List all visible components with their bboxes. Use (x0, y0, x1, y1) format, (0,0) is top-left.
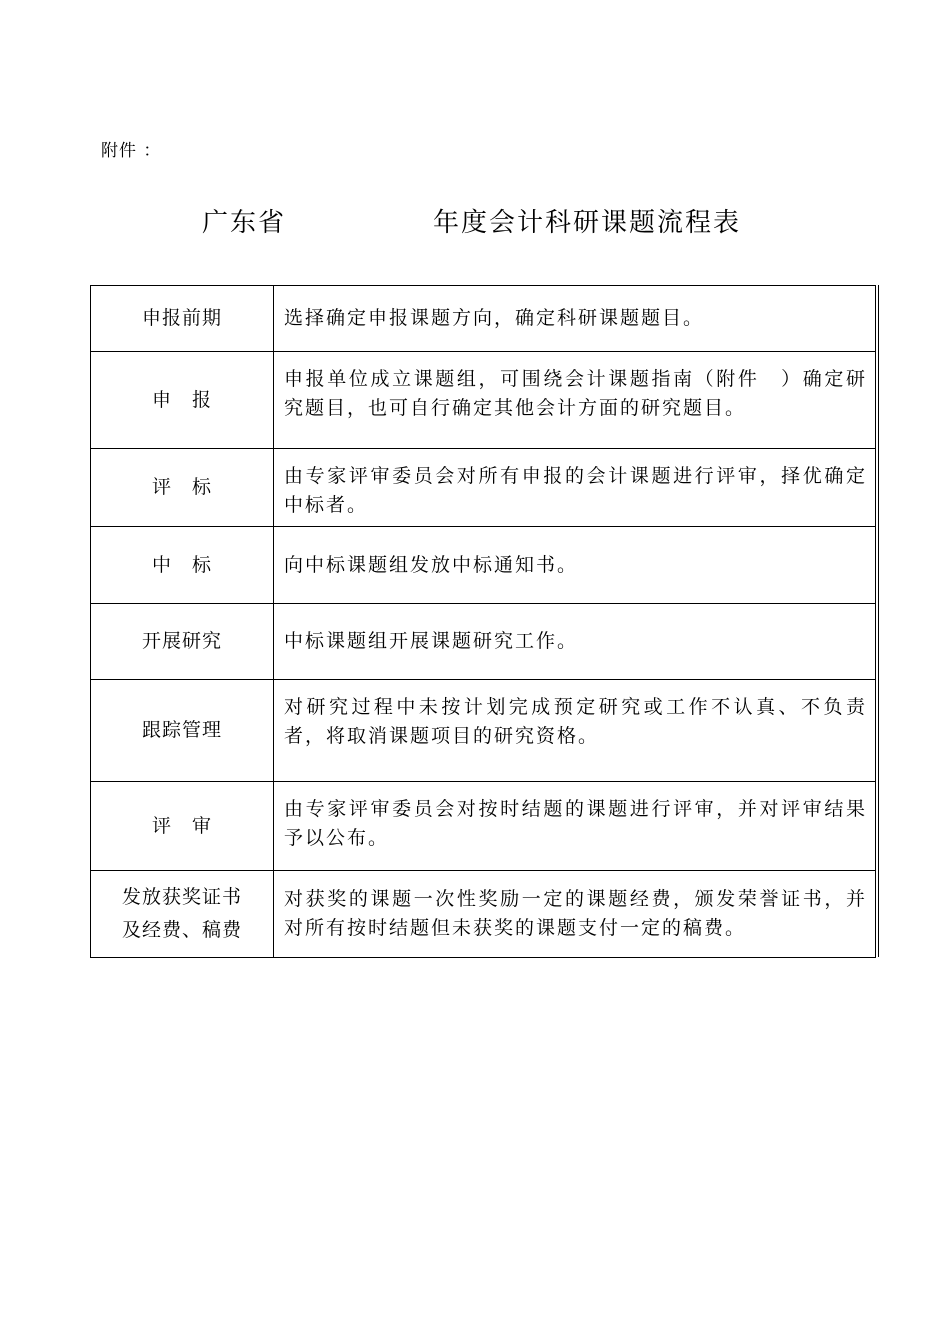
stage-cell: 跟踪管理 (91, 680, 274, 782)
stage-cell: 申 报 (91, 352, 274, 449)
table-row (91, 449, 876, 527)
stage-cell: 评 标 (91, 449, 274, 527)
stage-cell: 中 标 (91, 527, 274, 604)
description-cell: 对获奖的课题一次性奖励一定的课题经费，颁发荣誉证书，并对所有按时结题但未获奖的课题支付一定的稿费。 (274, 871, 876, 958)
description-cell: 申报单位成立课题组，可围绕会计课题指南（附件 ）确定研究题目，也可自行确定其他会计方面的研究题目。 (274, 352, 876, 449)
table-row (91, 782, 876, 871)
description-cell: 向中标课题组发放中标通知书。 (274, 527, 876, 604)
description-cell: 中标课题组开展课题研究工作。 (274, 604, 876, 680)
stage-cell: 评 审 (91, 782, 274, 871)
attachment-label: 附件 ： (101, 141, 162, 161)
table-row (91, 352, 876, 449)
table-row (91, 680, 876, 782)
stage-cell (91, 871, 274, 958)
table-row (91, 871, 876, 958)
stage-cell: 开展研究 (91, 604, 274, 680)
table-row (91, 286, 876, 352)
title-main: 年度会计科研课题流程表 (433, 208, 742, 238)
table-outer-border (878, 285, 879, 957)
table-row (91, 604, 876, 680)
description-cell: 对研究过程中未按计划完成预定研究或工作不认真、不负责者，将取消课题项目的研究资格。 (274, 680, 876, 782)
description-cell: 由专家评审委员会对所有申报的会计课题进行评审，择优确定中标者。 (274, 449, 876, 527)
stage-line: 发放获奖证书 (121, 886, 242, 908)
description-cell: 由专家评审委员会对按时结题的课题进行评审，并对评审结果予以公布。 (274, 782, 876, 871)
stage-line: 及经费、稿费 (121, 919, 242, 941)
process-table (90, 285, 876, 958)
table-row (91, 527, 876, 604)
description-cell: 选择确定申报课题方向，确定科研课题题目。 (274, 286, 876, 352)
title-province: 广东省 (202, 208, 287, 238)
stage-cell: 申报前期 (91, 286, 274, 352)
